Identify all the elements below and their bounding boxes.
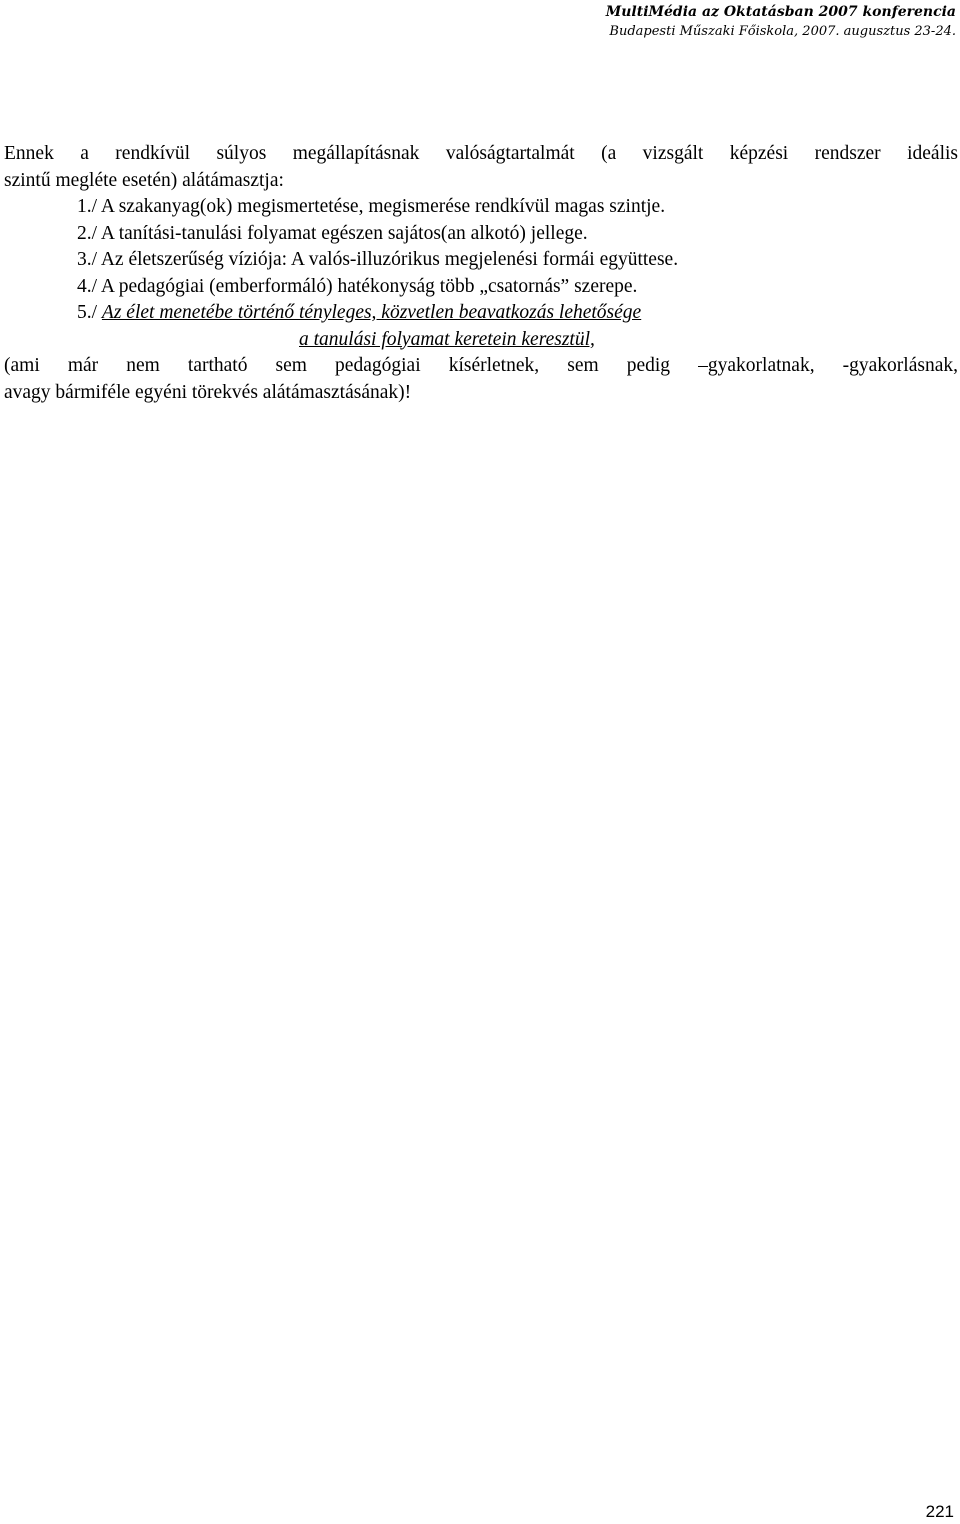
intro-line-1: Ennek a rendkívül súlyos megállapításnak valóságtartalmát (a vizsgált képzési rendszer ideális: [4, 143, 958, 164]
list-item-5-emphasis-2: a tanulási folyamat keretein keresztül,: [299, 328, 595, 350]
closing-line-1: (ami már nem tartható sem pedagógiai kísérletnek, sem pedig –gyakorlatnak, -gyakorlásnak,: [4, 355, 958, 376]
document-body: [4, 141, 958, 406]
closing-line-2: avagy bármiféle egyéni törekvés alátámasztásának)!: [4, 381, 412, 403]
list-item-5-continuation: [4, 327, 958, 354]
list-item-1: 1./ A szakanyag(ok) megismertetése, megismerése rendkívül magas szintje.: [77, 196, 666, 217]
list-item-2: 2./ A tanítási-tanulási folyamat egészen sajátos(an alkotó) jellege.: [77, 222, 588, 244]
list-item-5: [4, 300, 958, 327]
intro-line-2: szintű megléte esetén) alátámasztja:: [4, 169, 284, 191]
list-item-5-emphasis: Az élet menetébe történő tényleges, közvetlen beavatkozás lehetősége: [101, 302, 642, 323]
conference-header: [606, 3, 956, 41]
page-number: 221: [925, 1502, 954, 1521]
conference-title: MultiMédia az Oktatásban 2007 konferencia: [605, 4, 956, 20]
list-item-4: 4./ A pedagógiai (emberformáló) hatékonyság több „csatornás” szerepe.: [77, 275, 638, 297]
list-item-5-number: 5./: [77, 302, 102, 323]
list-item-3: 3./ Az életszerűség víziója: A valós-illuzórikus megjelenési formái együttese.: [77, 249, 679, 270]
conference-venue-date: Budapesti Műszaki Főiskola, 2007. augusztus 23-24.: [609, 24, 956, 39]
